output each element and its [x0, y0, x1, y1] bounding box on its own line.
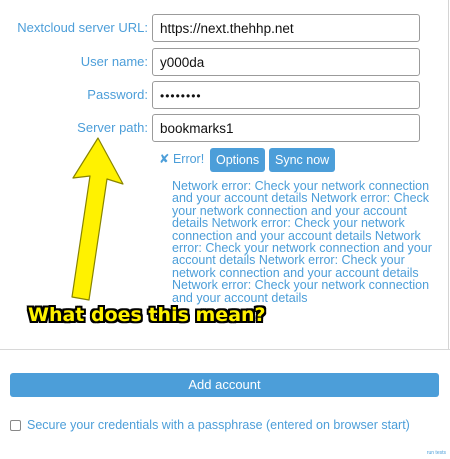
- server-url-label: Nextcloud server URL:: [17, 20, 148, 35]
- run-tests-link[interactable]: run tests: [426, 450, 446, 456]
- username-label: User name:: [80, 54, 148, 69]
- server-url-row: [0, 14, 450, 44]
- username-row: [0, 48, 450, 78]
- add-account-button[interactable]: Add account: [10, 373, 439, 397]
- server-path-row: [0, 114, 450, 144]
- secure-credentials-label[interactable]: Secure your credentials with a passphrase (entered on browser start): [27, 418, 410, 432]
- annotation-text: What does this mean?: [28, 304, 266, 326]
- password-input[interactable]: ••••••••: [152, 81, 420, 109]
- username-input[interactable]: y000da: [152, 48, 420, 76]
- server-path-label: Server path:: [77, 120, 148, 135]
- secure-credentials-option: [10, 418, 450, 434]
- options-button[interactable]: Options: [210, 148, 265, 172]
- password-row: [0, 81, 450, 111]
- divider: [0, 349, 450, 350]
- error-status: ✘ Error!: [159, 152, 205, 166]
- password-label: Password:: [87, 87, 148, 102]
- secure-credentials-checkbox[interactable]: [10, 420, 21, 431]
- error-message: Network error: Check your network connection and your account details Network error: Check your network connection and your account details Network error: Check your network connection and your account details Network error: Check your network connection and your account details Network error: Check your network connection and your account details Network error: Check your network connection and your account details: [172, 179, 432, 305]
- server-url-input[interactable]: https://next.thehhp.net: [152, 14, 420, 42]
- sync-now-button[interactable]: Sync now: [269, 148, 335, 172]
- server-path-input[interactable]: bookmarks1: [152, 114, 420, 142]
